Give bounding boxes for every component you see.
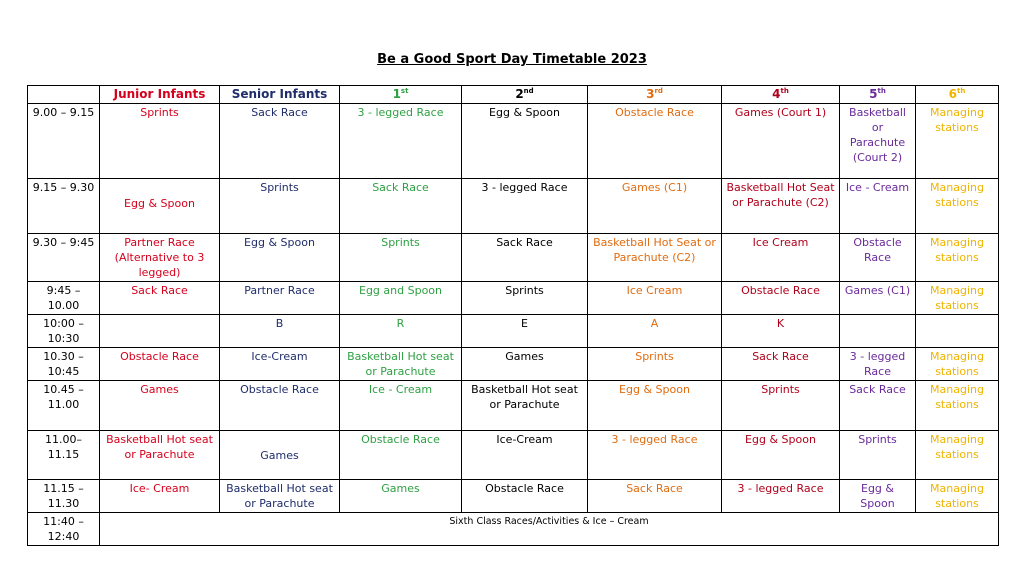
- cell-class-4: Sack Race: [722, 348, 840, 381]
- header-class-4: 4th: [722, 86, 840, 104]
- cell-class-5: [840, 315, 916, 348]
- cell-junior: [100, 315, 220, 348]
- table-row: [28, 104, 999, 179]
- final-activity: Sixth Class Races/Activities & Ice – Cream: [100, 513, 999, 546]
- cell-class-6: Managing stations: [916, 234, 999, 282]
- cell-class-5: Obstacle Race: [840, 234, 916, 282]
- cell-senior-text: Games: [260, 449, 299, 462]
- header-class-5: 5th: [840, 86, 916, 104]
- cell-class-6: Managing stations: [916, 480, 999, 513]
- cell-class-3: A: [588, 315, 722, 348]
- table-row-break: [28, 315, 999, 348]
- time-cell: 9.00 – 9.15: [28, 104, 100, 179]
- cell-senior: Sack Race: [220, 104, 340, 179]
- cell-class-3: Ice Cream: [588, 282, 722, 315]
- header-class-3: 3rd: [588, 86, 722, 104]
- table-row: [28, 282, 999, 315]
- table-row: [28, 234, 999, 282]
- table-row: [28, 480, 999, 513]
- cell-class-1: Sprints: [340, 234, 462, 282]
- cell-class-5: Egg & Spoon: [840, 480, 916, 513]
- cell-class-4: Basketball Hot Seat or Parachute (C2): [722, 179, 840, 234]
- cell-class-5: Basketball or Parachute (Court 2): [840, 104, 916, 179]
- cell-senior: Egg & Spoon: [220, 234, 340, 282]
- time-cell: 9.15 – 9.30: [28, 179, 100, 234]
- cell-class-6: [916, 315, 999, 348]
- header-row: [28, 86, 999, 104]
- cell-class-2: Games: [462, 348, 588, 381]
- time-cell: 10:00 – 10:30: [28, 315, 100, 348]
- cell-class-6: Managing stations: [916, 282, 999, 315]
- cell-junior: Obstacle Race: [100, 348, 220, 381]
- cell-junior: Ice- Cream: [100, 480, 220, 513]
- cell-senior: Sprints: [220, 179, 340, 234]
- cell-class-5: 3 - legged Race: [840, 348, 916, 381]
- cell-class-2: 3 - legged Race: [462, 179, 588, 234]
- cell-class-4: Games (Court 1): [722, 104, 840, 179]
- cell-junior-text: Egg & Spoon: [124, 197, 195, 210]
- cell-class-3: Basketball Hot Seat or Parachute (C2): [588, 234, 722, 282]
- cell-class-6: Managing stations: [916, 381, 999, 431]
- cell-class-4: Egg & Spoon: [722, 431, 840, 480]
- time-cell: 11.00– 11.15: [28, 431, 100, 480]
- header-junior-infants: Junior Infants: [100, 86, 220, 104]
- cell-senior: Basketball Hot seat or Parachute: [220, 480, 340, 513]
- cell-class-1: Ice - Cream: [340, 381, 462, 431]
- cell-class-6: Managing stations: [916, 179, 999, 234]
- cell-class-5: Ice - Cream: [840, 179, 916, 234]
- cell-senior: [220, 431, 340, 480]
- cell-class-1: Sack Race: [340, 179, 462, 234]
- table-row: [28, 381, 999, 431]
- time-cell: 10.45 – 11.00: [28, 381, 100, 431]
- cell-class-4: Sprints: [722, 381, 840, 431]
- cell-class-1: 3 - legged Race: [340, 104, 462, 179]
- cell-senior: Obstacle Race: [220, 381, 340, 431]
- cell-class-3: 3 - legged Race: [588, 431, 722, 480]
- cell-junior: Basketball Hot seat or Parachute: [100, 431, 220, 480]
- cell-junior: [100, 179, 220, 234]
- time-cell: 10.30 – 10:45: [28, 348, 100, 381]
- cell-junior: Games: [100, 381, 220, 431]
- cell-class-4: Ice Cream: [722, 234, 840, 282]
- cell-senior: Ice-Cream: [220, 348, 340, 381]
- cell-class-4: K: [722, 315, 840, 348]
- cell-class-6: Managing stations: [916, 104, 999, 179]
- header-senior-infants: Senior Infants: [220, 86, 340, 104]
- page-title: Be a Good Sport Day Timetable 2023: [377, 52, 647, 67]
- header-time: [28, 86, 100, 104]
- header-class-2: 2nd: [462, 86, 588, 104]
- cell-class-2: Egg & Spoon: [462, 104, 588, 179]
- cell-class-5: Sack Race: [840, 381, 916, 431]
- cell-class-2: Sprints: [462, 282, 588, 315]
- cell-class-2: Basketball Hot seat or Parachute: [462, 381, 588, 431]
- final-row: [28, 513, 999, 546]
- cell-class-3: Sprints: [588, 348, 722, 381]
- cell-class-3: Egg & Spoon: [588, 381, 722, 431]
- timetable: [27, 85, 999, 546]
- time-cell: 11:40 – 12:40: [28, 513, 100, 546]
- time-cell: 11.15 – 11.30: [28, 480, 100, 513]
- cell-class-2: E: [462, 315, 588, 348]
- header-class-6: 6th: [916, 86, 999, 104]
- table-row: [28, 179, 999, 234]
- cell-class-4: Obstacle Race: [722, 282, 840, 315]
- cell-class-2: Sack Race: [462, 234, 588, 282]
- header-class-1: 1st: [340, 86, 462, 104]
- cell-junior: Sack Race: [100, 282, 220, 315]
- cell-junior: Sprints: [100, 104, 220, 179]
- cell-class-5: Sprints: [840, 431, 916, 480]
- cell-class-4: 3 - legged Race: [722, 480, 840, 513]
- cell-class-3: Sack Race: [588, 480, 722, 513]
- cell-class-6: Managing stations: [916, 348, 999, 381]
- time-cell: 9:45 – 10.00: [28, 282, 100, 315]
- cell-class-1: Games: [340, 480, 462, 513]
- cell-class-1: Basketball Hot seat or Parachute: [340, 348, 462, 381]
- cell-class-3: Obstacle Race: [588, 104, 722, 179]
- cell-junior: Partner Race (Alternative to 3 legged): [100, 234, 220, 282]
- cell-class-6: Managing stations: [916, 431, 999, 480]
- table-row: [28, 431, 999, 480]
- cell-class-1: R: [340, 315, 462, 348]
- cell-class-2: Obstacle Race: [462, 480, 588, 513]
- cell-class-3: Games (C1): [588, 179, 722, 234]
- cell-senior: B: [220, 315, 340, 348]
- cell-class-5: Games (C1): [840, 282, 916, 315]
- cell-class-1: Obstacle Race: [340, 431, 462, 480]
- cell-senior: Partner Race: [220, 282, 340, 315]
- table-row: [28, 348, 999, 381]
- cell-class-1: Egg and Spoon: [340, 282, 462, 315]
- time-cell: 9.30 – 9:45: [28, 234, 100, 282]
- cell-class-2: Ice-Cream: [462, 431, 588, 480]
